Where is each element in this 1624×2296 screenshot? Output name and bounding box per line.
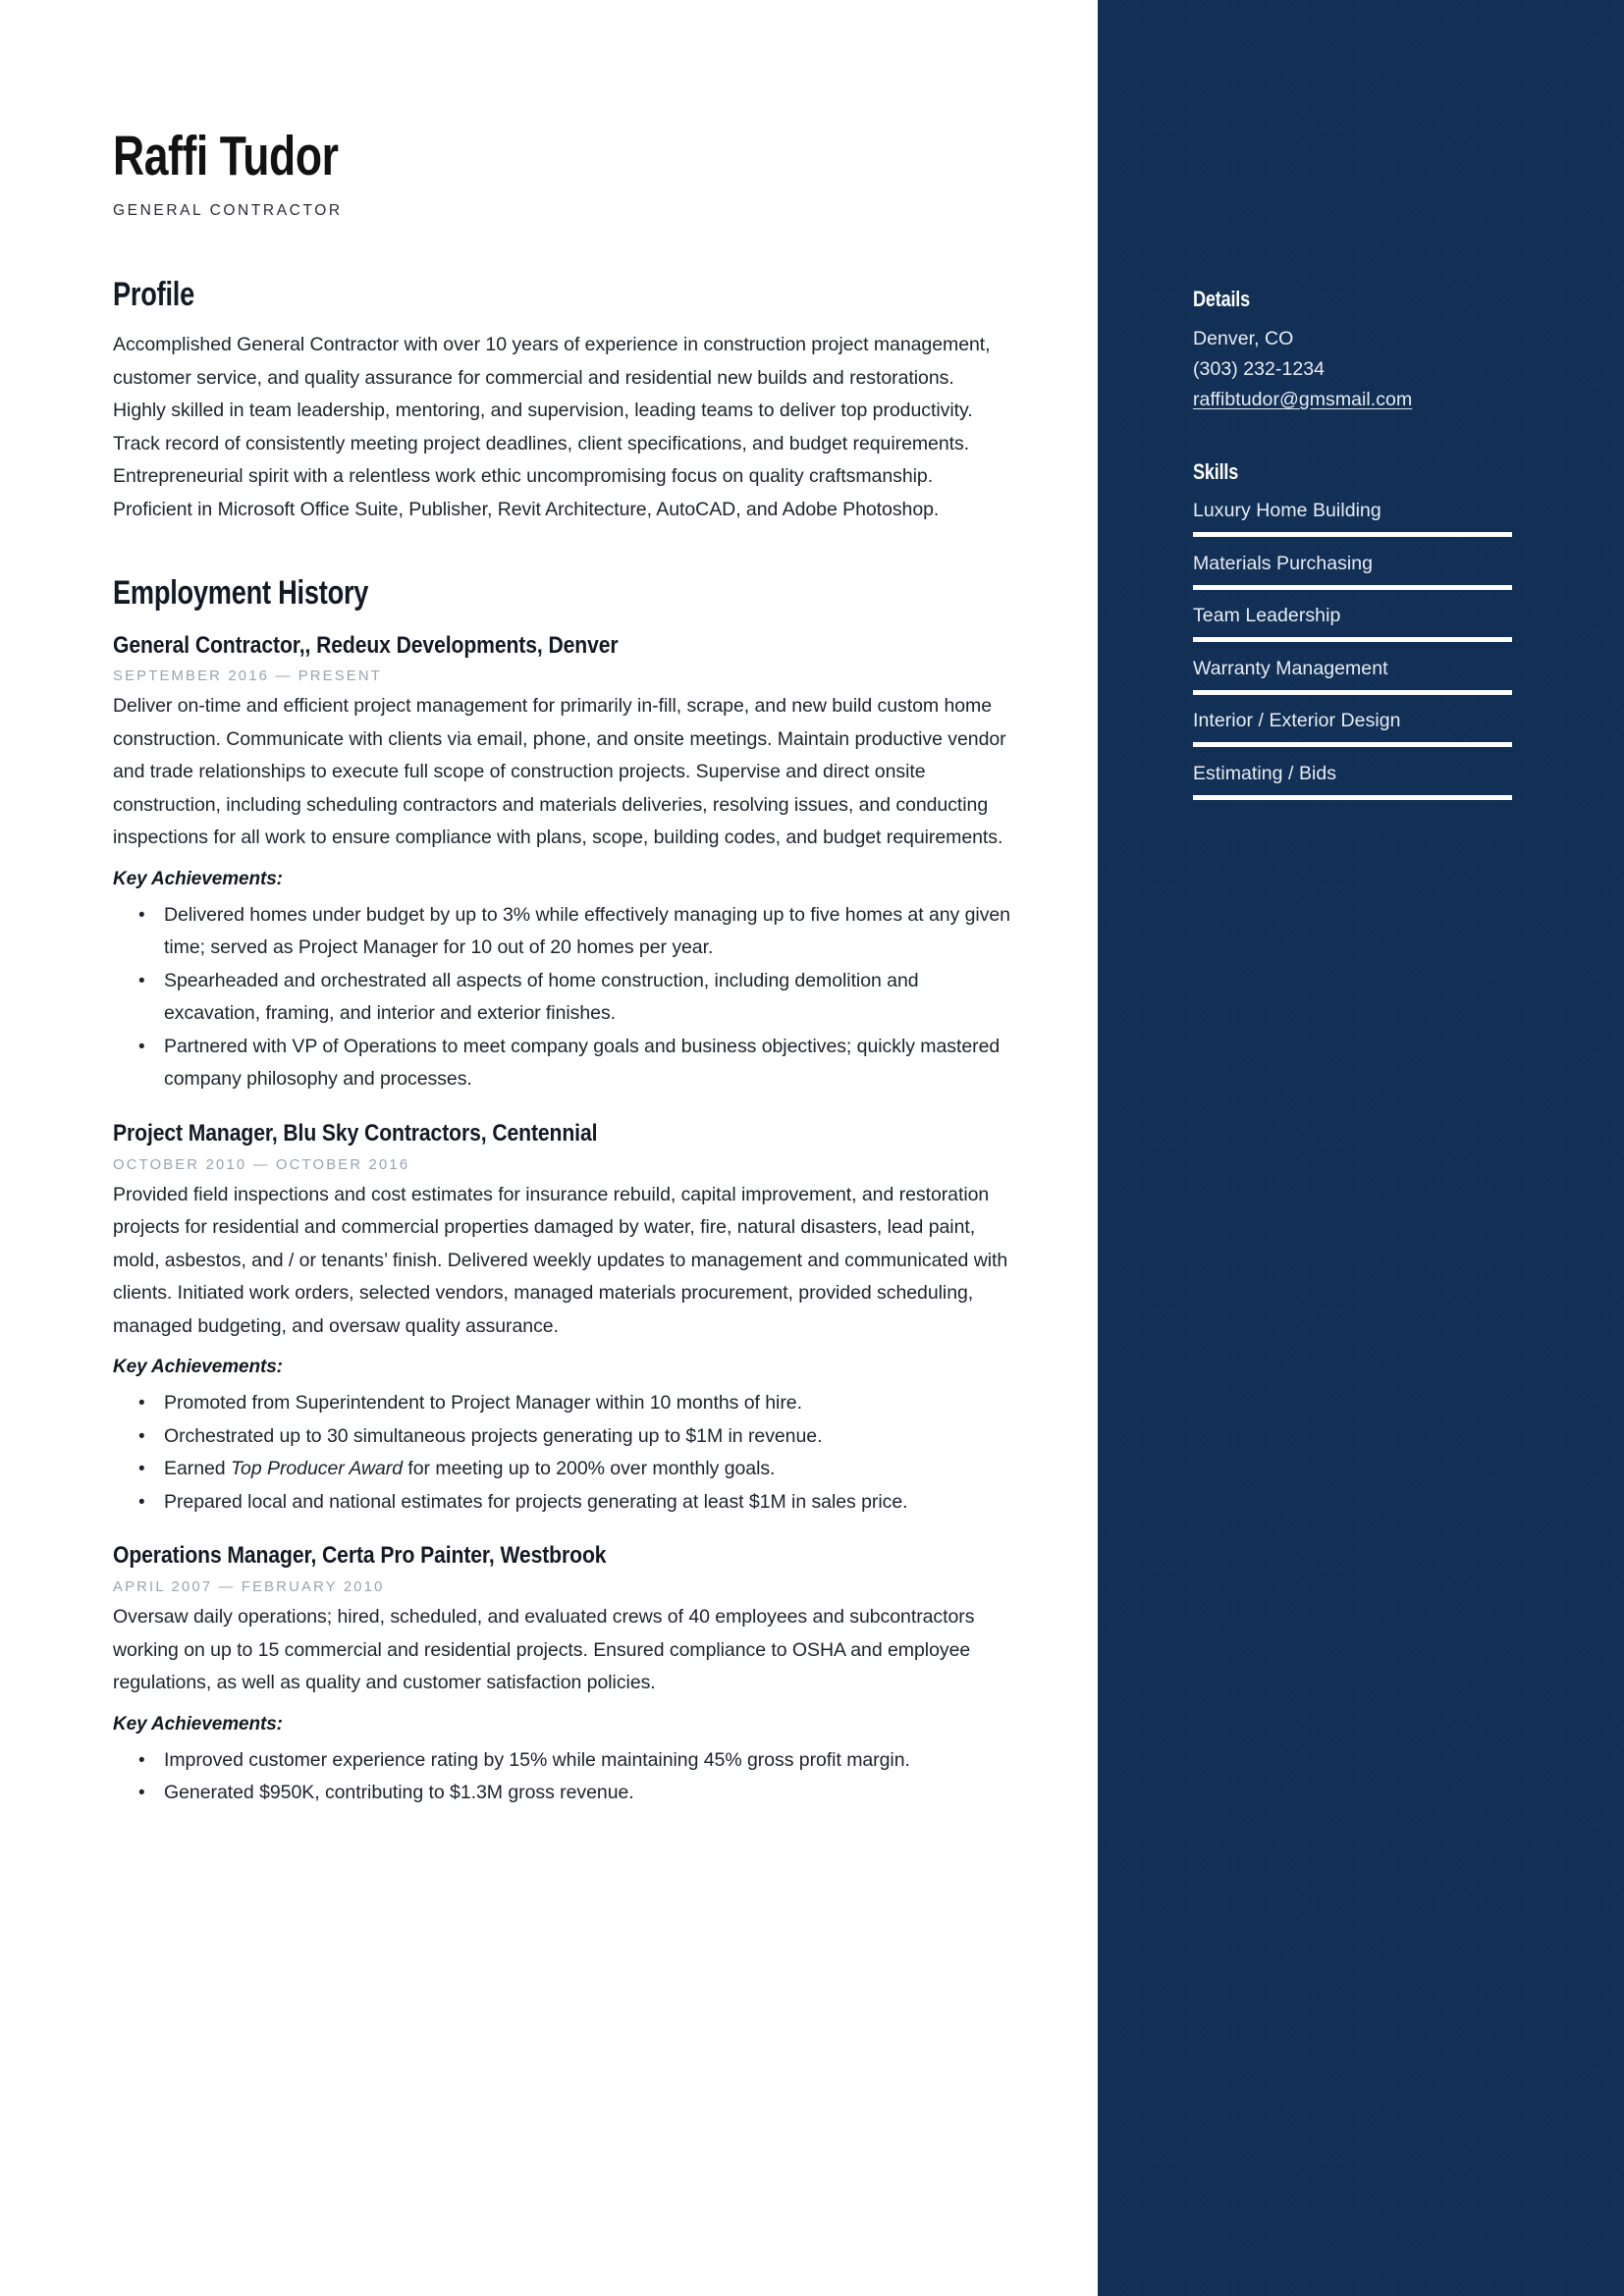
achievement-item: • Prepared local and national estimates for projects generating at least $1M in sales price. — [164, 1486, 1011, 1520]
employment-section — [113, 575, 1011, 1809]
skill-label: Estimating / Bids — [1193, 762, 1337, 784]
job-title: Operations Manager, Certa Pro Painter, Westbrook — [113, 1542, 607, 1570]
skill-level-bar — [1193, 637, 1512, 642]
detail-phone: (303) 232-1234 — [1193, 358, 1326, 381]
skill-item — [1193, 707, 1512, 747]
achievements-list — [113, 899, 1011, 1096]
candidate-job-title: GENERAL CONTRACTOR — [113, 201, 343, 219]
achievement-text-suffix: for meeting up to 200% over monthly goals. — [403, 1458, 776, 1480]
achievement-item: • Orchestrated up to 30 simultaneous projects generating up to $1M in revenue. — [164, 1420, 1011, 1454]
details-heading: Details — [1193, 287, 1251, 311]
detail-email-link[interactable]: raffibtudor@gmsmail.com — [1193, 389, 1413, 411]
skill-level-bar — [1193, 532, 1512, 537]
achievement-item: • Promoted from Superintendent to Project Manager within 10 months of hire. — [164, 1387, 1011, 1420]
job-description: Oversaw daily operations; hired, scheduled, and evaluated crews of 40 employees and subcontractors working on up to 15 commercial and residential projects. Ensured compliance to OSHA and employee regulations, as well as quality and customer satisfaction policies. — [113, 1606, 975, 1694]
job-title: Project Manager, Blu Sky Contractors, Centennial — [113, 1119, 598, 1147]
achievement-text-prefix: Earned — [164, 1458, 231, 1480]
skills-section — [1193, 460, 1512, 800]
skill-label: Warranty Management — [1193, 657, 1388, 679]
skill-item — [1193, 655, 1512, 695]
award-name: Top Producer Award — [230, 1458, 404, 1480]
job-description: Deliver on-time and efficient project management for primarily in-fill, scrape, and new build custom home construction. Communicate with clients via email, phone, and onsite meetings. Maintain productive vendor and trade relationships to execute full scope of construction projects. Supervise and direct onsite construction, including scheduling contractors and materials deliveries, resolving issues, and conducting inspections for all work to ensure compliance with plans, scope, building codes, and budget requirements. — [113, 695, 1006, 849]
employment-entry — [113, 1542, 1011, 1809]
skill-level-bar — [1193, 795, 1512, 800]
achievement-item: • Delivered homes under budget by up to 3% while effectively managing up to five homes at any given time; served as Project Manager for 10 out of 20 homes per year. — [164, 899, 1011, 965]
job-title: General Contractor,, Redeux Developments, Denver — [113, 631, 619, 659]
main-content — [113, 125, 1011, 1810]
employment-heading: Employment History — [113, 574, 369, 613]
job-description: Provided field inspections and cost estimates for insurance rebuild, capital improvement, and restoration projects for residential and commercial properties damaged by water, fire, natural disasters, lead paint, mold, asbestos, and / or tenants’ finish. Delivered weekly updates to management and communicated with clients. Initiated work orders, selected vendors, managed materials procurement, provided scheduling, managed budgeting, and oversaw quality assurance. — [113, 1183, 1008, 1337]
achievement-item: • Partnered with VP of Operations to meet company goals and business objectives; quickly mastered company philosophy and processes. — [164, 1031, 1011, 1096]
achievement-item: • Generated $950K, contributing to $1.3M gross revenue. — [164, 1777, 1011, 1810]
job-dates: SEPTEMBER 2016 — PRESENT — [113, 668, 383, 685]
details-section — [1193, 288, 1512, 415]
achievements-list — [113, 1744, 1011, 1810]
job-dates: OCTOBER 2010 — OCTOBER 2016 — [113, 1156, 410, 1173]
skill-level-bar — [1193, 742, 1512, 747]
candidate-name: Raffi Tudor — [113, 125, 339, 187]
job-dates: APRIL 2007 — FEBRUARY 2010 — [113, 1579, 385, 1596]
skill-level-bar — [1193, 690, 1512, 695]
skill-item — [1193, 550, 1512, 590]
key-achievements-label: Key Achievements: — [113, 1357, 283, 1378]
profile-section — [113, 277, 1011, 526]
employment-entry — [113, 1120, 1011, 1519]
skill-item — [1193, 497, 1512, 537]
key-achievements-label: Key Achievements: — [113, 1713, 283, 1735]
skill-item — [1193, 602, 1512, 642]
detail-location: Denver, CO — [1193, 328, 1294, 350]
profile-summary: Accomplished General Contractor with over 10 years of experience in construction project management, customer service, and quality assurance for commercial and residential new builds and restorations. Highly skilled in team leadership, mentoring, and supervision, leading teams to deliver top productivity. Track record of consistently meeting project deadlines, client specifications, and budget requirements. Entrepreneurial spirit with a relentless work ethic uncompromising focus on quality craftsmanship. Proficient in Microsoft Office Suite, Publisher, Revit Architecture, AutoCAD, and Adobe Photoshop. — [113, 334, 991, 520]
profile-heading: Profile — [113, 275, 194, 313]
achievement-item — [164, 1453, 1011, 1486]
skill-label: Interior / Exterior Design — [1193, 710, 1401, 732]
skill-label: Luxury Home Building — [1193, 500, 1381, 522]
resume-header — [113, 125, 1011, 220]
sidebar-content — [1193, 288, 1512, 812]
key-achievements-label: Key Achievements: — [113, 868, 283, 889]
skill-label: Materials Purchasing — [1193, 552, 1374, 574]
resume-sidebar — [1098, 0, 1624, 2296]
achievement-item: • Spearheaded and orchestrated all aspects of home construction, including demolition and excavation, framing, and interior and exterior finishes. — [164, 965, 1011, 1031]
skill-item — [1193, 760, 1512, 800]
skill-label: Team Leadership — [1193, 605, 1341, 627]
skills-heading: Skills — [1193, 459, 1239, 485]
achievements-list — [113, 1387, 1011, 1519]
achievement-item: • Improved customer experience rating by 15% while maintaining 45% gross profit margin. — [164, 1744, 1011, 1778]
skill-level-bar — [1193, 585, 1512, 590]
employment-entry — [113, 632, 1011, 1096]
